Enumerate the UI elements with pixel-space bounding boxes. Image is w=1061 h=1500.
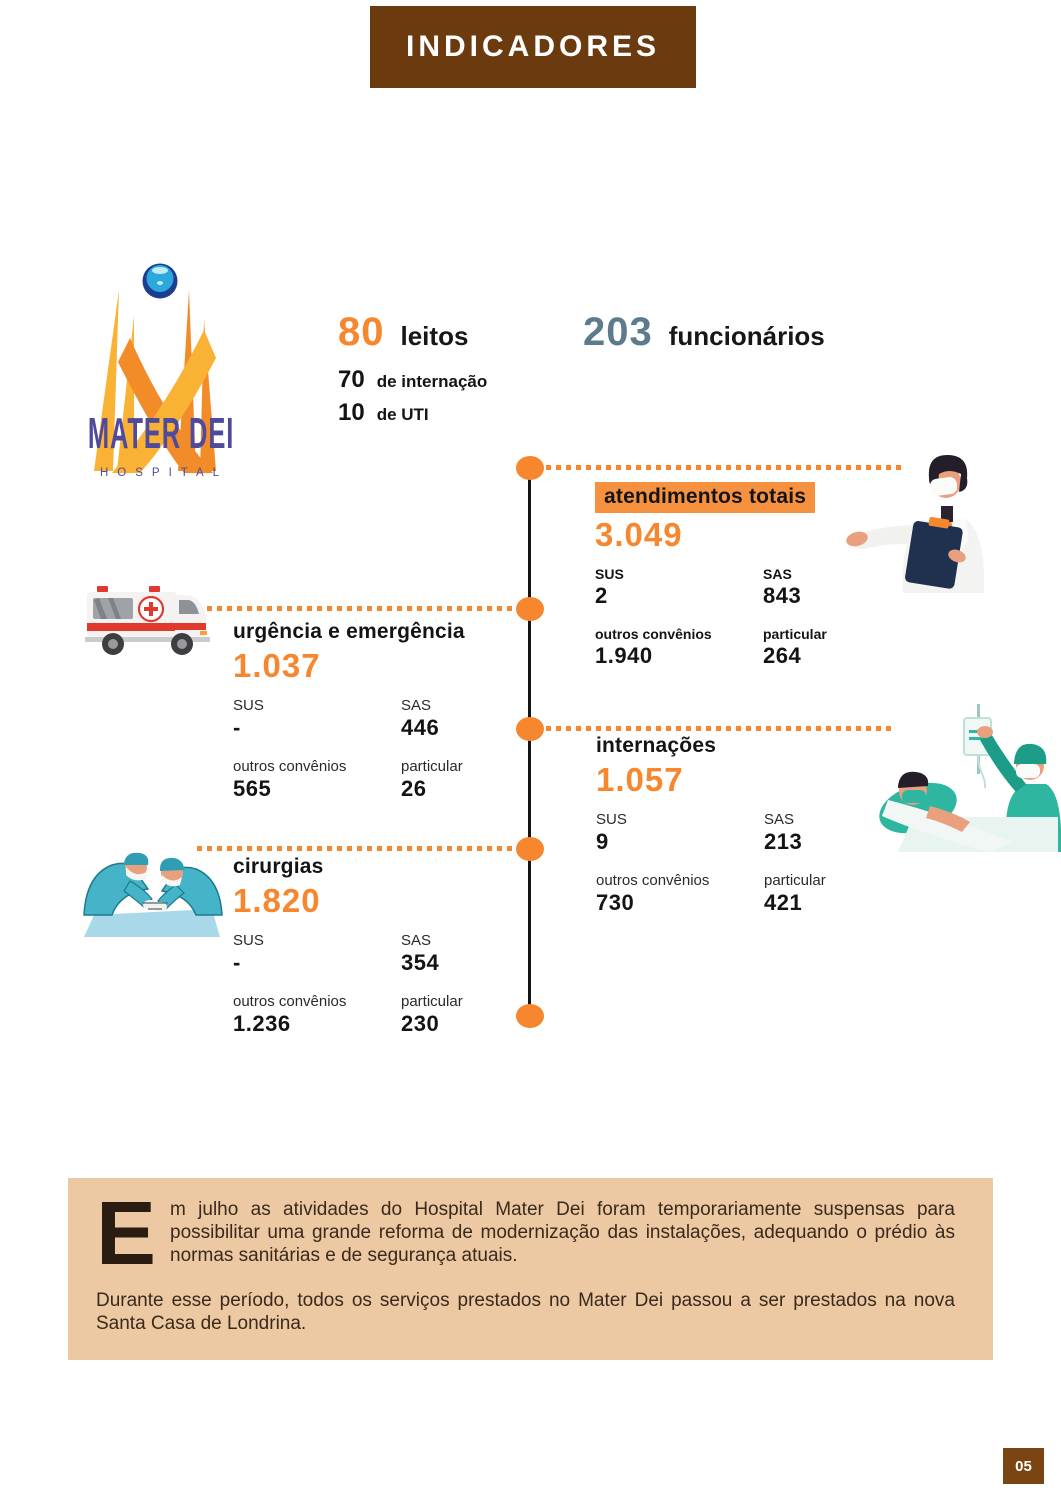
section-total: 3.049 [595,516,683,553]
stat-outros-convenios [233,993,401,1037]
stat-particular [401,758,533,802]
stat-label: SUS [596,811,627,828]
stat-label: particular [401,758,463,775]
page-number: 05 [1015,1457,1032,1475]
section-total: 1.057 [596,761,684,798]
beds-label: leitos [400,321,469,351]
stat-value: 421 [764,890,803,915]
section-stats [233,932,533,1037]
stat-value: 264 [763,643,802,668]
stat-label: SUS [595,566,624,582]
section-title: internações [596,734,717,757]
stat-value: 730 [596,890,635,915]
section-stats [596,811,896,916]
stat-label: SAS [763,566,792,582]
patient-nurse-illustration [858,692,1061,852]
logo-subtitle: HOSPITAL [99,467,229,479]
beds-uti-stat [338,399,429,427]
stat-label: particular [764,872,826,889]
stat-label: particular [763,626,827,642]
staff-stat [583,310,825,355]
stat-label: outros convênios [233,993,347,1010]
stat-sus [596,811,764,855]
logo-sphere-dot [157,281,163,285]
stat-value: 26 [401,776,427,801]
stat-value: - [233,950,241,975]
beds-uti-value: 10 [338,399,365,426]
stat-sus [233,932,401,976]
stat-value: 1.236 [233,1011,291,1036]
section-cirurgias [233,855,533,1037]
stat-particular [764,872,896,916]
section-stats [233,697,533,802]
staff-value: 203 [583,310,653,354]
section-total: 1.820 [233,882,321,919]
stat-label: SUS [233,932,264,949]
stat-label: outros convênios [596,872,710,889]
stat-outros-convenios [233,758,401,802]
stat-value: 446 [401,715,440,740]
page-title: INDICADORES [405,30,660,63]
stat-value: 213 [764,829,803,854]
footer-paragraph-2: Durante esse período, todos os serviços prestados no Mater Dei passou a ser prestados na nova Santa Casa de Londrina. [96,1290,955,1334]
stat-label: particular [401,993,463,1010]
beds-internacao-value: 70 [338,366,365,393]
beds-stat [338,310,468,355]
stat-label: outros convênios [233,758,347,775]
section-title: cirurgias [233,855,324,878]
stat-value: 230 [401,1011,440,1036]
stat-label: SAS [401,697,432,714]
logo-sphere-highlight [152,267,168,274]
section-total: 1.037 [233,647,321,684]
section-internacoes [596,734,896,916]
staff-label: funcionários [668,321,825,351]
stat-outros-convenios [596,872,764,916]
stat-label: SAS [764,811,795,828]
footer-paragraph-1 [96,1184,955,1284]
ambulance-icon [85,583,210,658]
stat-particular [763,626,935,669]
stat-sus [595,566,763,609]
stat-label: SAS [401,932,432,949]
stat-value: 843 [763,583,802,608]
stat-value: - [233,715,241,740]
section-urgencia-emergencia [233,620,533,802]
timeline-dot [516,597,544,621]
section-title-highlight: atendimentos totais [595,482,815,513]
stat-sas [401,697,533,741]
footer-paragraph-1-text: m julho as atividades do Hospital Mater Dei foram temporariamente suspensas para possibilitar uma grande reforma de modernização das instalações, adequando o prédio às normas sanitárias e de segurança atuais. [170,1199,955,1266]
stat-value: 565 [233,776,272,801]
footer-note [68,1178,993,1360]
stat-label: SUS [233,697,264,714]
stat-value: 2 [595,583,608,608]
stat-sas [401,932,533,976]
timeline-connector [197,606,517,611]
stat-value: 354 [401,950,440,975]
stat-value: 1.940 [595,643,653,668]
mater-dei-logo [82,258,240,494]
timeline-dot [516,456,544,480]
beds-internacao-label: de internação [376,372,488,391]
stat-outros-convenios [595,626,763,669]
doctor-illustration [845,428,1005,593]
stat-value: 9 [596,829,609,854]
beds-value: 80 [338,310,385,354]
logo-name: MATER DEI [87,408,235,458]
page-number-badge [1003,1448,1044,1484]
timeline-connector [546,726,896,731]
page-header [370,6,696,88]
stat-sus [233,697,401,741]
section-title: urgência e emergência [233,620,465,643]
beds-uti-label: de UTI [376,405,429,424]
stat-label: outros convênios [595,626,712,642]
beds-internacao-stat [338,366,487,394]
stat-particular [401,993,533,1037]
surgeons-illustration [78,823,228,938]
dropcap: E [96,1184,157,1284]
timeline-connector [197,846,517,851]
